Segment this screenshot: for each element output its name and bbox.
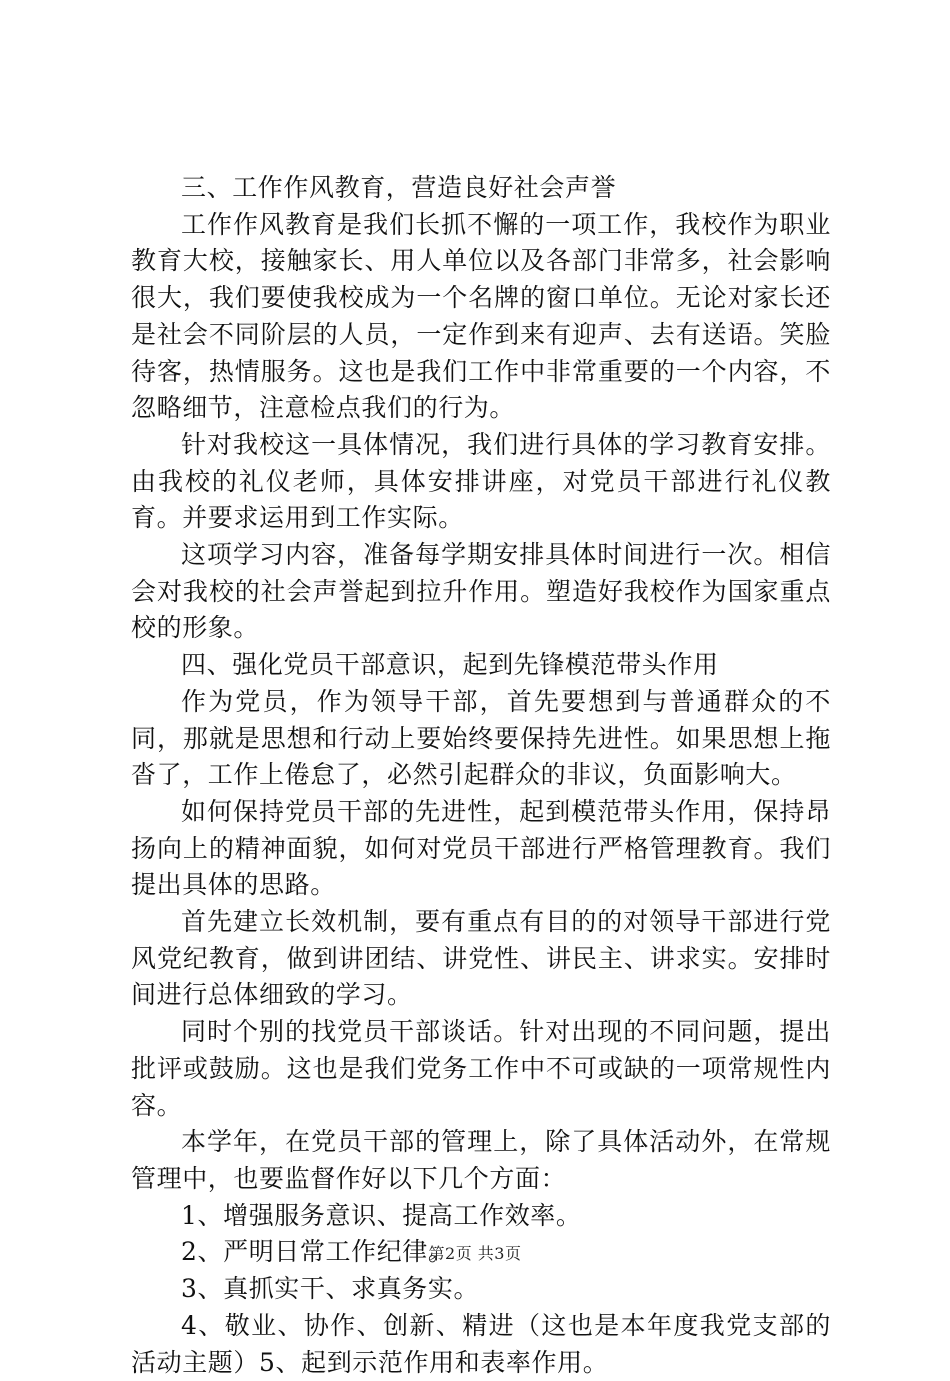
list-item: 1、增强服务意识、提高工作效率。 <box>181 1200 582 1230</box>
list-item: 2、严明日常工作纪律。 <box>181 1237 454 1267</box>
section-heading-4: 四、强化党员干部意识，起到先锋模范带头作用 <box>181 650 719 680</box>
paragraph: 本学年，在党员干部的管理上，除了具体活动外，在常规管理中，也要监督作好以下几个方面： <box>131 1127 831 1193</box>
list-item: 4、敬业、协作、创新、精进（这也是本年度我党支部的活动主题）5、起到示范作用和表率作用。 <box>131 1310 831 1377</box>
page-footer: 第2页 共3页 <box>428 1244 522 1263</box>
paragraph: 首先建立长效机制，要有重点有目的的对领导干部进行党风党纪教育，做到讲团结、讲党性、讲民主、讲求实。安排时间进行总体细致的学习。 <box>131 907 831 1010</box>
paragraph: 这项学习内容，准备每学期安排具体时间进行一次。相信会对我校的社会声誉起到拉升作用。塑造好我校作为国家重点校的形象。 <box>131 540 831 643</box>
section-heading-3: 三、工作作风教育，营造良好社会声誉 <box>181 173 617 202</box>
document-body <box>131 170 831 1381</box>
paragraph: 如何保持党员干部的先进性，起到模范带头作用，保持昂扬向上的精神面貌，如何对党员干部进行严格管理教育。我们提出具体的思路。 <box>131 796 831 900</box>
paragraph: 针对我校这一具体情况，我们进行具体的学习教育安排。由我校的礼仪老师，具体安排讲座，对党员干部进行礼仪教育。并要求运用到工作实际。 <box>131 429 831 533</box>
paragraph: 作为党员，作为领导干部，首先要想到与普通群众的不同，那就是思想和行动上要始终要保持先进性。如果思想上拖沓了，工作上倦怠了，必然引起群众的非议，负面影响大。 <box>131 686 831 790</box>
paragraph: 同时个别的找党员干部谈话。针对出现的不同问题，提出批评或鼓励。这也是我们党务工作中不可或缺的一项常规性内容。 <box>131 1017 831 1120</box>
paragraph: 工作作风教育是我们长抓不懈的一项工作，我校作为职业教育大校，接触家长、用人单位以及各部门非常多，社会影响很大，我们要使我校成为一个名牌的窗口单位。无论对家长还是社会不同阶层的人员，一定作到来有迎声、去有送语。笑脸待客，热情服务。这也是我们工作中非常重要的一个内容，不忽略细节，注意检点我们的行为。 <box>131 209 831 423</box>
list-item: 3、真抓实干、求真务实。 <box>181 1274 480 1304</box>
